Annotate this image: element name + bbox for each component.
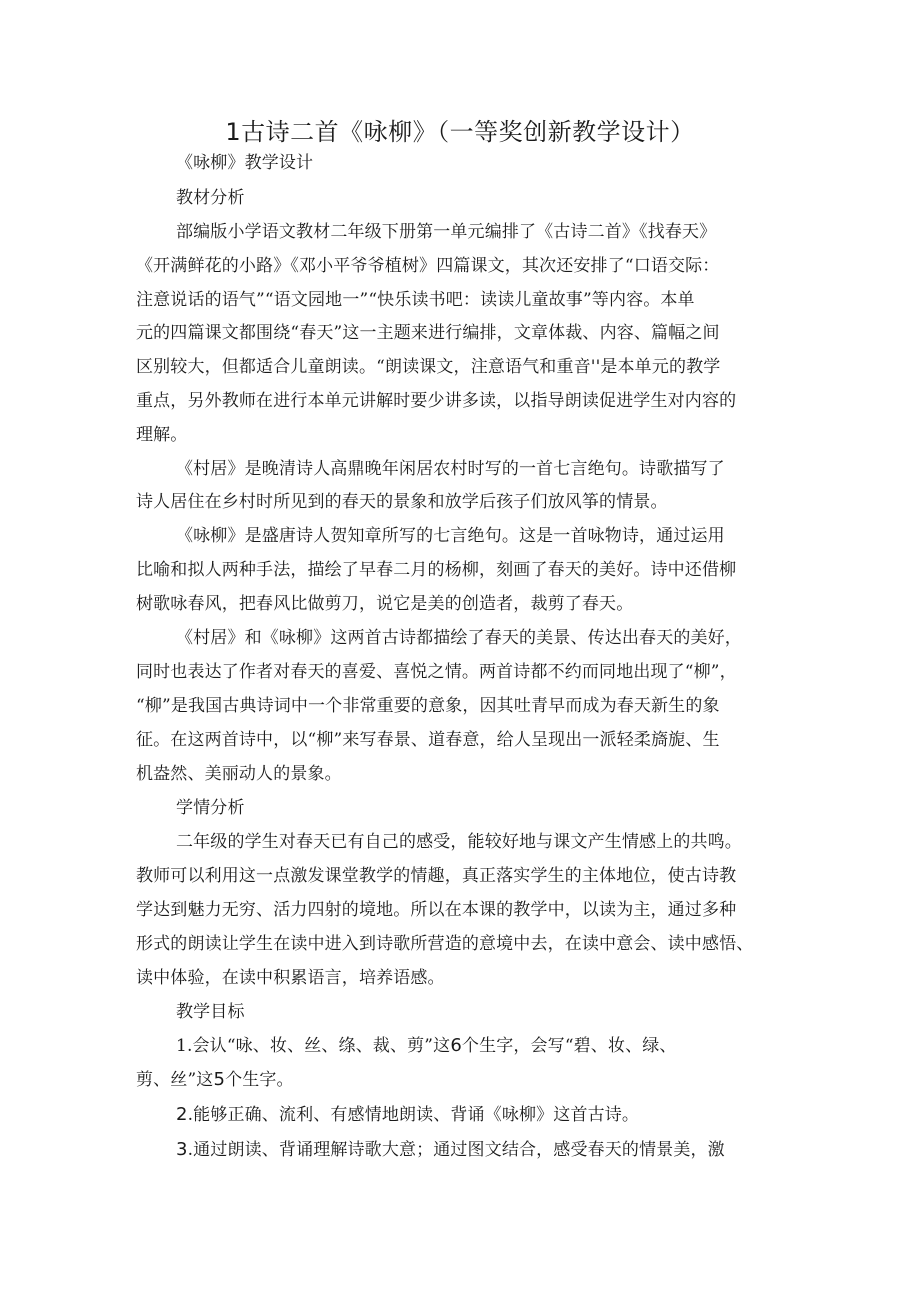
goal-item-1 [176,1035,677,1057]
goal-item-2 [176,1104,639,1126]
paragraph-line: 理解。 [136,425,188,445]
goal-text: 剪、丝”这 [136,1070,214,1090]
section-heading-material-analysis: 教材分析 [176,188,245,208]
goal-number: 6 [450,1035,462,1056]
paragraph-line: 部编版小学语文教材二年级下册第一单元编排了《古诗二首》《找春天》 [176,222,717,242]
paragraph-line: 《村居》是晚清诗人高鼎晚年闲居农村时写的一首七言绝句。诗歌描写了 [176,459,725,479]
paragraph-line: 诗人居住在乡村时所见到的春天的景象和放学后孩子们放风筝的情景。 [136,492,668,512]
paragraph-line: 形式的朗读让学生在读中进入到诗歌所营造的意境中去，在读中意会、读中感悟、 [136,934,754,954]
paragraph-line: 注意说话的语气”“语文园地一”“快乐读书吧：读读儿童故事”等内容。本单 [136,290,695,310]
paragraph-line: 重点，另外教师在进行本单元讲解时要少讲多读，以指导朗读促进学生对内容的 [136,391,737,411]
paragraph-line: 征。在这两首诗中，以“柳”来写春景、道春意，给人呈现出一派轻柔旖旎、生 [136,730,720,750]
paragraph-line: 教师可以利用这一点激发课堂教学的情趣，真正落实学生的主体地位，使古诗教 [136,866,737,886]
paragraph-line: 《开满鲜花的小路》《邓小平爷爷植树》四篇课文，其次还安排了“口语交际： [136,256,720,276]
goal-number: 5 [213,1069,226,1090]
section-heading-learner-analysis: 学情分析 [176,798,245,818]
goal-number: 3 [176,1139,188,1160]
subtitle: 《咏柳》教学设计 [176,153,314,173]
paragraph-line: 比喻和拟人两种手法，描绘了早春二月的杨柳，刻画了春天的美好。诗中还借柳 [136,560,737,580]
goal-item-1-continued [136,1069,294,1091]
paragraph-line: “柳”是我国古典诗词中一个非常重要的意象，因其吐青早而成为春天新生的象 [136,696,720,716]
document-title: 1古诗二首《咏柳》（一等奖创新教学设计） [225,118,695,146]
paragraph-line: 读中体验，在读中积累语言，培养语感。 [136,968,445,988]
paragraph-line: 《村居》和《咏柳》这两首古诗都描绘了春天的美景、传达出春天的美好， [176,628,742,648]
goal-number: 2 [176,1104,188,1125]
goal-text: .通过朗读、背诵理解诗歌大意；通过图文结合，感受春天的情景美，激 [187,1140,725,1160]
paragraph-line: 区别较大，但都适合儿童朗读。“朗读课文，注意语气和重音''是本单元的教学 [136,357,721,377]
paragraph-line: 学达到魅力无穷、活力四射的境地。所以在本课的教学中，以读为主，通过多种 [136,900,737,920]
paragraph-line: 机盎然、美丽动人的景象。 [136,764,342,784]
paragraph-line: 树歌咏春风，把春风比做剪刀，说它是美的创造者，裁剪了春天。 [136,594,634,614]
paragraph-line: 《咏柳》是盛唐诗人贺知章所写的七言绝句。这是一首咏物诗，通过运用 [176,526,725,546]
goal-text: .能够正确、流利、有感情地朗读、背诵《咏柳》这首古诗。 [187,1105,640,1125]
goal-item-3 [176,1139,725,1161]
goal-text: 个生字，会写“碧、妆、绿、 [461,1036,677,1056]
paragraph-line: 二年级的学生对春天已有自己的感受，能较好地与课文产生情感上的共鸣。 [176,832,742,852]
goal-text: 个生字。 [225,1070,294,1090]
paragraph-line: 同时也表达了作者对春天的喜爱、喜悦之情。两首诗都不约而同地出现了“柳”， [136,662,737,682]
goal-text: 1.会认“咏、妆、丝、绦、裁、剪”这 [176,1036,451,1056]
section-heading-teaching-goals: 教学目标 [176,1002,245,1022]
paragraph-line: 元的四篇课文都围绕“春天”这一主题来进行编排，文章体裁、内容、篇幅之间 [136,323,720,343]
